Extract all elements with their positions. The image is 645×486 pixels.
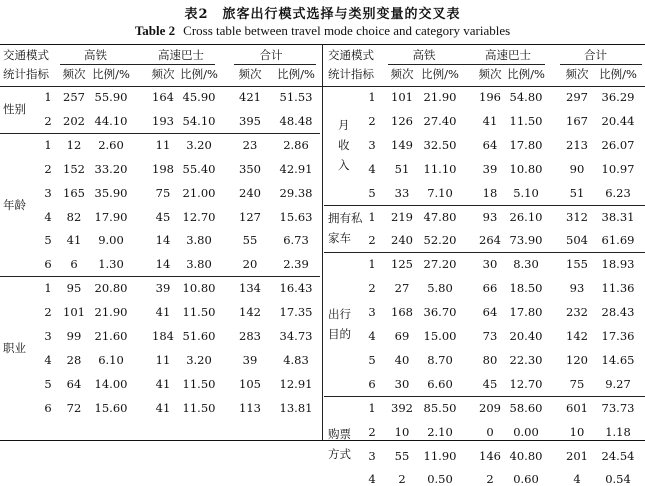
freq-value: 41 [66,233,82,248]
pct-value: 15.60 [94,400,128,415]
category-label: 购票 [328,426,351,441]
header-bus-right: 高速巴士 [485,48,531,62]
freq-value: 193 [152,113,174,128]
freq-value: 28 [66,352,82,367]
freq-value: 40 [394,352,410,367]
pct-value: 10.80 [182,281,216,296]
pct-value: 1.30 [98,257,124,272]
freq-value: 297 [566,90,588,104]
category-label: 家车 [328,231,351,246]
freq-value: 240 [391,233,413,248]
pct-value: 51.53 [279,90,313,104]
pct-value: 7.10 [427,185,453,200]
pct-value: 85.50 [423,400,457,415]
pct-value: 35.90 [94,185,128,200]
pct-value: 20.80 [94,281,128,296]
freq-value: 64 [482,305,498,320]
pct-value: 0.60 [513,472,539,486]
pct-value: 40.80 [509,448,543,463]
freq-value: 12 [66,137,82,152]
group-separator [0,133,320,134]
category-label: 入 [338,157,350,172]
pct-value: 11.50 [509,113,543,128]
pct-value: 14.00 [94,376,128,391]
freq-value: 30 [394,376,410,391]
pct-value: 21.60 [94,329,128,343]
freq-value: 142 [239,305,261,320]
pct-value: 2.60 [98,137,124,152]
freq-value: 55 [394,448,410,463]
header-mode-left: 交通模式 [3,48,49,62]
header-pct-left: 比例/% [92,67,130,81]
pct-value: 8.30 [513,257,539,272]
row-code: 6 [44,400,52,415]
pct-value: 11.10 [423,161,457,176]
freq-value: 134 [239,281,261,296]
row-code: 5 [44,233,52,248]
freq-value: 4 [573,472,581,486]
freq-value: 18 [482,185,498,200]
pct-value: 18.50 [509,281,543,296]
freq-value: 0 [486,424,494,439]
pct-value: 33.20 [94,161,128,176]
pct-value: 22.30 [509,352,543,367]
pct-value: 55.90 [94,90,128,104]
freq-value: 73 [482,329,498,343]
freq-value: 75 [155,185,171,200]
pct-value: 10.97 [601,161,635,176]
freq-value: 10 [569,424,585,439]
pct-value: 9.27 [605,376,631,391]
header-hsr-right: 高铁 [412,48,436,62]
pct-value: 6.23 [605,185,631,200]
freq-value: 126 [391,113,413,128]
pct-value: 3.20 [186,137,212,152]
pct-value: 11.90 [423,448,457,463]
pct-value: 26.07 [601,137,635,152]
pct-value: 20.44 [601,113,635,128]
freq-value: 39 [155,281,171,296]
group-separator [324,396,645,397]
freq-value: 392 [391,400,413,415]
pct-value: 3.20 [186,352,212,367]
pct-value: 36.70 [423,305,457,320]
group-separator [324,252,645,253]
header-bus-left: 高速巴士 [158,48,204,62]
header-total-right: 合计 [584,48,607,62]
pct-value: 15.63 [279,209,313,224]
pct-value: 27.20 [423,257,457,272]
freq-value: 184 [152,329,174,343]
pct-value: 26.10 [509,209,543,224]
subheader-rule [461,64,545,65]
group-separator [0,276,320,277]
pct-value: 54.80 [509,90,543,104]
pct-value: 20.40 [509,329,543,343]
table-caption: Cross table between travel mode choice and category variables [183,23,511,38]
row-code: 3 [44,185,52,200]
pct-value: 12.70 [182,209,216,224]
pct-value: 15.00 [423,329,457,343]
pct-value: 58.60 [509,400,543,415]
freq-value: 146 [479,448,501,463]
freq-value: 504 [566,233,588,248]
pct-value: 0.50 [427,472,453,486]
pct-value: 0.00 [513,424,539,439]
category-label: 年龄 [3,197,26,212]
freq-value: 30 [482,257,498,272]
pct-value: 5.10 [513,185,539,200]
freq-value: 51 [394,161,410,176]
header-indicator-left: 统计指标 [3,67,49,81]
freq-value: 39 [482,161,498,176]
freq-value: 350 [239,161,261,176]
pct-value: 34.73 [279,329,313,343]
freq-value: 105 [239,376,261,391]
freq-value: 127 [239,209,261,224]
row-code: 3 [44,329,52,343]
freq-value: 11 [155,137,171,152]
freq-value: 33 [394,185,410,200]
freq-value: 64 [66,376,82,391]
pct-value: 1.18 [605,424,631,439]
row-code: 2 [44,161,52,176]
header-total-left: 合计 [259,48,283,62]
row-code: 4 [44,209,52,224]
header-pct-right: 比例/% [599,67,637,81]
pct-value: 2.86 [283,137,309,152]
header-indicator-right: 统计指标 [328,67,374,81]
category-label: 收 [338,137,350,152]
row-code: 3 [368,305,376,320]
freq-value: 93 [569,281,585,296]
pct-value: 73.73 [601,400,635,415]
pct-value: 17.90 [94,209,128,224]
subheader-rule [129,64,215,65]
pct-value: 3.80 [186,257,212,272]
freq-value: 101 [391,90,413,104]
subheader-rule [60,64,133,65]
row-code: 6 [368,376,376,391]
row-code: 2 [368,281,376,296]
pct-value: 73.90 [509,233,543,248]
freq-value: 196 [479,90,501,104]
pct-value: 6.60 [427,376,453,391]
pct-value: 11.50 [182,305,216,320]
subheader-rule [234,64,316,65]
header-hsr-left: 高铁 [84,48,107,62]
row-code: 1 [368,400,376,415]
row-code: 1 [44,90,52,104]
subheader-rule [388,64,462,65]
freq-value: 14 [155,257,171,272]
freq-value: 209 [479,400,501,415]
freq-value: 75 [569,376,585,391]
row-code: 4 [368,472,376,486]
freq-value: 39 [242,352,258,367]
freq-value: 45 [482,376,498,391]
freq-value: 240 [239,185,261,200]
freq-value: 72 [66,400,82,415]
freq-value: 142 [566,329,588,343]
freq-value: 149 [391,137,413,152]
freq-value: 41 [155,376,171,391]
category-label: 拥有私 [328,211,363,226]
header-freq-left: 频次 [62,67,86,81]
row-code: 2 [44,113,52,128]
freq-value: 421 [239,90,261,104]
category-label: 目的 [328,327,351,342]
freq-value: 395 [239,113,261,128]
row-code: 4 [368,329,376,343]
pct-value: 5.80 [427,281,453,296]
pct-value: 4.83 [283,352,309,367]
pct-value: 17.35 [279,305,313,320]
freq-value: 219 [391,209,413,224]
category-label: 方式 [328,446,351,461]
freq-value: 601 [566,400,588,415]
pct-value: 61.69 [601,233,635,248]
pct-value: 0.54 [605,472,631,486]
pct-value: 17.36 [601,329,635,343]
pct-value: 18.93 [601,257,635,272]
pct-value: 51.60 [182,329,216,343]
row-code: 2 [368,113,376,128]
pct-value: 6.73 [283,233,309,248]
row-code: 1 [368,257,376,272]
subheader-rule [560,64,642,65]
freq-value: 120 [566,352,588,367]
freq-value: 23 [242,137,258,152]
pct-value: 47.80 [423,209,457,224]
row-code: 4 [44,352,52,367]
freq-value: 201 [566,448,588,463]
pct-value: 38.31 [601,209,635,224]
freq-value: 82 [66,209,82,224]
column-divider [322,44,323,440]
row-code: 5 [368,185,376,200]
pct-value: 44.10 [94,113,128,128]
freq-value: 213 [566,137,588,152]
row-code: 5 [368,352,376,367]
pct-value: 13.81 [279,400,313,415]
pct-value: 17.80 [509,137,543,152]
pct-value: 27.40 [423,113,457,128]
row-code: 3 [368,137,376,152]
freq-value: 10 [394,424,410,439]
freq-value: 41 [155,305,171,320]
freq-value: 55 [242,233,258,248]
freq-value: 312 [566,209,588,224]
pct-value: 42.91 [279,161,313,176]
freq-value: 232 [566,305,588,320]
header-freq-right: 频次 [478,67,502,81]
header-pct-left: 比例/% [180,67,218,81]
row-code: 2 [368,424,376,439]
pct-value: 48.48 [279,113,313,128]
pct-value: 29.38 [279,185,313,200]
pct-value: 2.10 [427,424,453,439]
row-code: 1 [368,209,376,224]
row-code: 5 [44,376,52,391]
freq-value: 27 [394,281,410,296]
freq-value: 14 [155,233,171,248]
header-pct-right: 比例/% [421,67,459,81]
category-label: 性别 [3,101,26,116]
freq-value: 45 [155,209,171,224]
row-code: 1 [44,137,52,152]
category-label: 职业 [3,340,26,355]
freq-value: 2 [486,472,494,486]
freq-value: 155 [566,257,588,272]
freq-value: 101 [63,305,85,320]
freq-value: 95 [66,281,82,296]
pct-value: 12.91 [279,376,313,391]
table-title-cn: 表2 旅客出行模式选择与类别变量的交叉表 [184,7,461,22]
freq-value: 6 [70,257,78,272]
freq-value: 20 [242,257,258,272]
bottom-rule [0,440,645,441]
row-code: 2 [368,233,376,248]
freq-value: 69 [394,329,410,343]
pct-value: 6.10 [98,352,124,367]
header-pct-right: 比例/% [507,67,545,81]
pct-value: 17.80 [509,305,543,320]
freq-value: 283 [239,329,261,343]
header-freq-right: 频次 [390,67,414,81]
pct-value: 21.00 [182,185,216,200]
freq-value: 113 [239,400,261,415]
row-code: 4 [368,161,376,176]
pct-value: 28.43 [601,305,635,320]
freq-value: 51 [569,185,585,200]
row-code: 3 [368,448,376,463]
category-label: 出行 [328,307,351,322]
freq-value: 164 [152,90,174,104]
freq-value: 2 [398,472,406,486]
freq-value: 167 [566,113,588,128]
header-freq-right: 频次 [565,67,589,81]
freq-value: 125 [391,257,413,272]
row-code: 1 [44,281,52,296]
pct-value: 52.20 [423,233,457,248]
freq-value: 198 [152,161,174,176]
header-freq-left: 频次 [151,67,175,81]
header-pct-left: 比例/% [277,67,315,81]
pct-value: 36.29 [601,90,635,104]
pct-value: 10.80 [509,161,543,176]
pct-value: 14.65 [601,352,635,367]
table-number: Table 2 [134,23,176,38]
header-freq-left: 频次 [238,67,262,81]
freq-value: 165 [63,185,85,200]
pct-value: 32.50 [423,137,457,152]
row-code: 2 [44,305,52,320]
freq-value: 11 [155,352,171,367]
freq-value: 41 [155,400,171,415]
freq-value: 168 [391,305,413,320]
freq-value: 90 [569,161,585,176]
pct-value: 24.54 [601,448,635,463]
freq-value: 99 [66,329,82,343]
pct-value: 54.10 [182,113,216,128]
freq-value: 93 [482,209,498,224]
freq-value: 257 [63,90,85,104]
freq-value: 41 [482,113,498,128]
freq-value: 264 [479,233,501,248]
pct-value: 11.50 [182,400,216,415]
group-separator [324,205,645,206]
freq-value: 66 [482,281,498,296]
row-code: 1 [368,90,376,104]
freq-value: 80 [482,352,498,367]
freq-value: 202 [63,113,85,128]
pct-value: 11.50 [182,376,216,391]
category-label: 月 [338,117,350,132]
pct-value: 3.80 [186,233,212,248]
pct-value: 21.90 [94,305,128,320]
pct-value: 16.43 [279,281,313,296]
pct-value: 2.39 [283,257,309,272]
row-code: 6 [44,257,52,272]
pct-value: 11.36 [601,281,635,296]
freq-value: 64 [482,137,498,152]
pct-value: 12.70 [509,376,543,391]
pct-value: 21.90 [423,90,457,104]
pct-value: 9.00 [98,233,124,248]
header-mode-right: 交通模式 [328,48,374,62]
pct-value: 45.90 [182,90,216,104]
pct-value: 8.70 [427,352,453,367]
pct-value: 55.40 [182,161,216,176]
freq-value: 152 [63,161,85,176]
